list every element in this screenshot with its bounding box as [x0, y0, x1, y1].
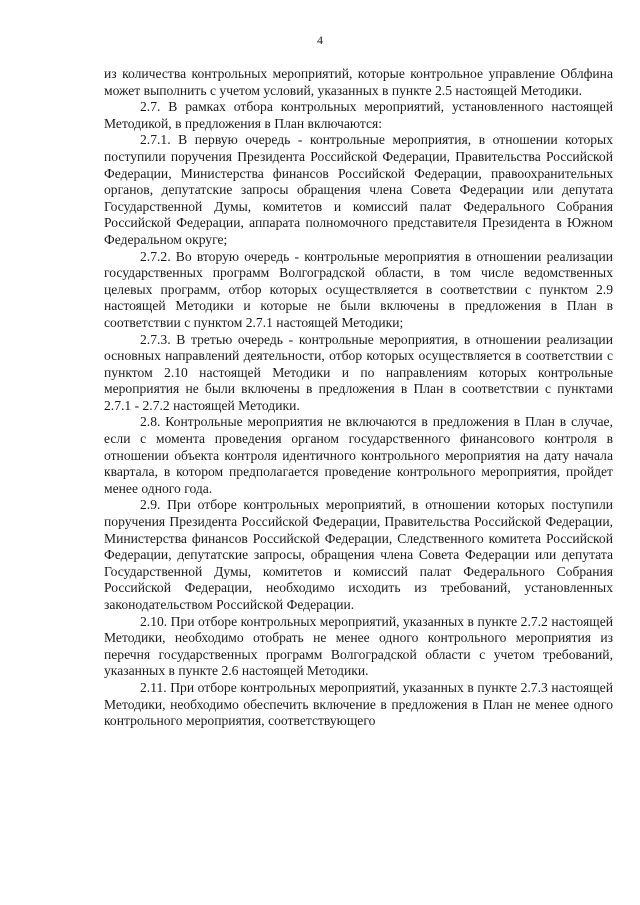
paragraph-2-7-3: 2.7.3. В третью очередь - контрольные мероприятия, в отношении реализации основных направлений деятельности, отбор которых осуществляется в соответствии с пунктом 2.10 настоящей Методики и по направлениям которых контрольные мероприятия не были включены в предложения в План в соответствии с пунктами 2.7.1 - 2.7.2 настоящей Методики.	[104, 331, 613, 413]
paragraph-2-11: 2.11. При отборе контрольных мероприятий, указанных в пункте 2.7.3 настоящей Методики, необходимо обеспечить включение в предложения в План не менее одного контрольного мероприятия, соответствующего	[104, 679, 613, 729]
paragraph-2-9: 2.9. При отборе контрольных мероприятий, в отношении которых поступили поручения Президента Российской Федерации, Правительства Российской Федерации, Министерства финансов Российской Федерации, Следственного комитета Российской Федерации, депутатские запросы, обращения члена Совета Федерации или депутата Государственной Думы, комитетов и комиссий палат Федерального Собрания Российской Федерации, необходимо исходить из требований, установленных законодательством Российской Федерации.	[104, 497, 613, 612]
paragraph-2-10: 2.10. При отборе контрольных мероприятий, указанных в пункте 2.7.2 настоящей Методики, необходимо отобрать не менее одного контрольного мероприятия из перечня государственных программ Волгоградской области с учетом требований, указанных в пункте 2.6 настоящей Методики.	[104, 613, 613, 679]
paragraph-continuation: из количества контрольных мероприятий, которые контрольное управление Облфина может выполнить с учетом условий, указанных в пункте 2.5 настоящей Методики.	[104, 66, 613, 98]
paragraph-2-7-2: 2.7.2. Во вторую очередь - контрольные мероприятия в отношении реализации государственных программ Волгоградской области, в том числе ведомственных целевых программ, отбор которых осуществляется в соответствии с пунктом 2.9 настоящей Методики и которые не были включены в предложения в План в соответствии с пунктом 2.7.1 настоящей Методики;	[104, 248, 613, 330]
document-body	[104, 66, 613, 730]
paragraph-2-8: 2.8. Контрольные мероприятия не включаются в предложения в План в случае, если с момента проведения органом государственного финансового контроля в отношении объекта контроля идентичного контрольного мероприятия на дату начала квартала, в котором предполагается проведение контрольного мероприятия, пройдет менее одного года.	[104, 414, 613, 496]
page-number: 4	[317, 33, 323, 47]
paragraph-2-7-1: 2.7.1. В первую очередь - контрольные мероприятия, в отношении которых поступили поручения Президента Российской Федерации, Правительства Российской Федерации, Министерства финансов Российской Федерации, правоохранительных органов, депутатские запросы обращения члена Совета Федерации или депутата Государственной Думы, комитетов и комиссий палат Федерального Собрания Российской Федерации, аппарата полномочного представителя Президента в Южном Федеральном округе;	[104, 132, 613, 247]
paragraph-2-7: 2.7. В рамках отбора контрольных мероприятий, установленного настоящей Методикой, в предложения в План включаются:	[104, 99, 613, 131]
